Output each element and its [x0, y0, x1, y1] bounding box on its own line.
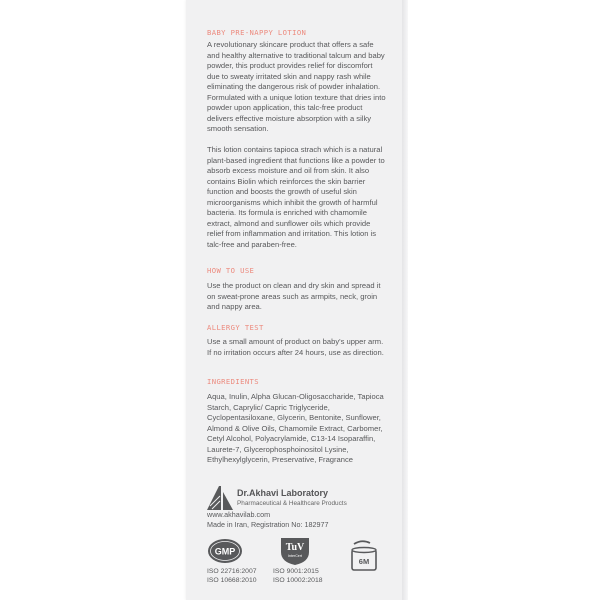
iso-22716: ISO 22716:2007: [207, 568, 257, 575]
iso-10002: ISO 10002:2018: [273, 577, 323, 584]
tuv-sub-label: InterCert: [288, 554, 302, 558]
baby-lotion-heading: BABY PRE-NAPPY LOTION: [207, 28, 307, 37]
allergy-test-paragraph: Use a small amount of product on baby's upper arm. If no irritation occurs after 24 hours, use as direction.: [207, 337, 384, 357]
how-to-use-heading: HOW TO USE: [207, 266, 255, 275]
company-name: Dr.Akhavi Laboratory: [237, 488, 329, 498]
gmp-badge-icon: [207, 538, 243, 564]
tuv-badge: [277, 536, 313, 566]
iso-9001: ISO 9001:2015: [273, 568, 319, 575]
akhavi-logo-icon: [207, 486, 233, 510]
iso-10668: ISO 10668:2010: [207, 577, 257, 584]
iso-left-captions: [207, 567, 257, 585]
ingredients-paragraph: Aqua, Inulin, Alpha Glucan-Oligosaccharide, Tapioca Starch, Caprylic/ Capric Triglyceride, Cyclopentasiloxane, Glycerin, Bentonite, Sunflower, Almond & Olive Oils, Chamomile Extract, Carbomer, Cetyl Alcohol, Polyacrylamide, C13-14 Isoparaffin, Laurete-7, Glycerophosphoinositol Lysine, Ethylhexylglycerin, Preservative, Fragrance: [207, 392, 384, 464]
intro-paragraph: A revolutionary skincare product that offers a safe and healthy alternative to traditional talcum and baby powder, this product provides relief for discomfort due to sweaty irritated skin and nappy rash while eliminating the dangerous risk of powder inhalation. Formulated with a unique lotion texture that dries into powder upon application, this talc-free product delivers effective moisture absorption with a silky smooth sensation.: [207, 40, 386, 133]
allergy-test-heading: ALLERGY TEST: [207, 323, 264, 332]
pao-label: 6M: [358, 557, 370, 566]
ingredients-heading: INGREDIENTS: [207, 377, 259, 386]
pao-badge: [349, 540, 379, 572]
box-edge-shadow: [402, 0, 408, 600]
origin-registration: Made in Iran, Registration No: 182977: [207, 520, 329, 529]
how-to-use-paragraph: Use the product on clean and dry skin and spread it on sweat-prone areas such as armpits, neck, groin and nappy area.: [207, 281, 381, 311]
company-subtitle: Pharmaceutical & Healthcare Products: [237, 500, 347, 507]
tuv-badge-icon: [277, 536, 313, 566]
gmp-label: GMP: [214, 546, 236, 557]
gmp-badge: [207, 538, 243, 564]
iso-right-captions: [273, 567, 323, 585]
company-website: www.akhavilab.com: [207, 510, 271, 519]
details-paragraph: This lotion contains tapioca strach which is a natural plant-based ingredient that functions like a powder to absorb excess moisture and oil from skin. It also contains Biolin which reinforces the skin barrier function and boosts the growth of useful skin microorganisms which inhibit the growth of harmful bacteria. Its formula is enriched with chamomile extract, almond and sunflower oils which provide relief from inflammation and irritation. This lotion is talc-free and paraben-free.: [207, 145, 385, 249]
tuv-label: TuV: [285, 542, 305, 553]
open-jar-icon: [349, 540, 379, 572]
